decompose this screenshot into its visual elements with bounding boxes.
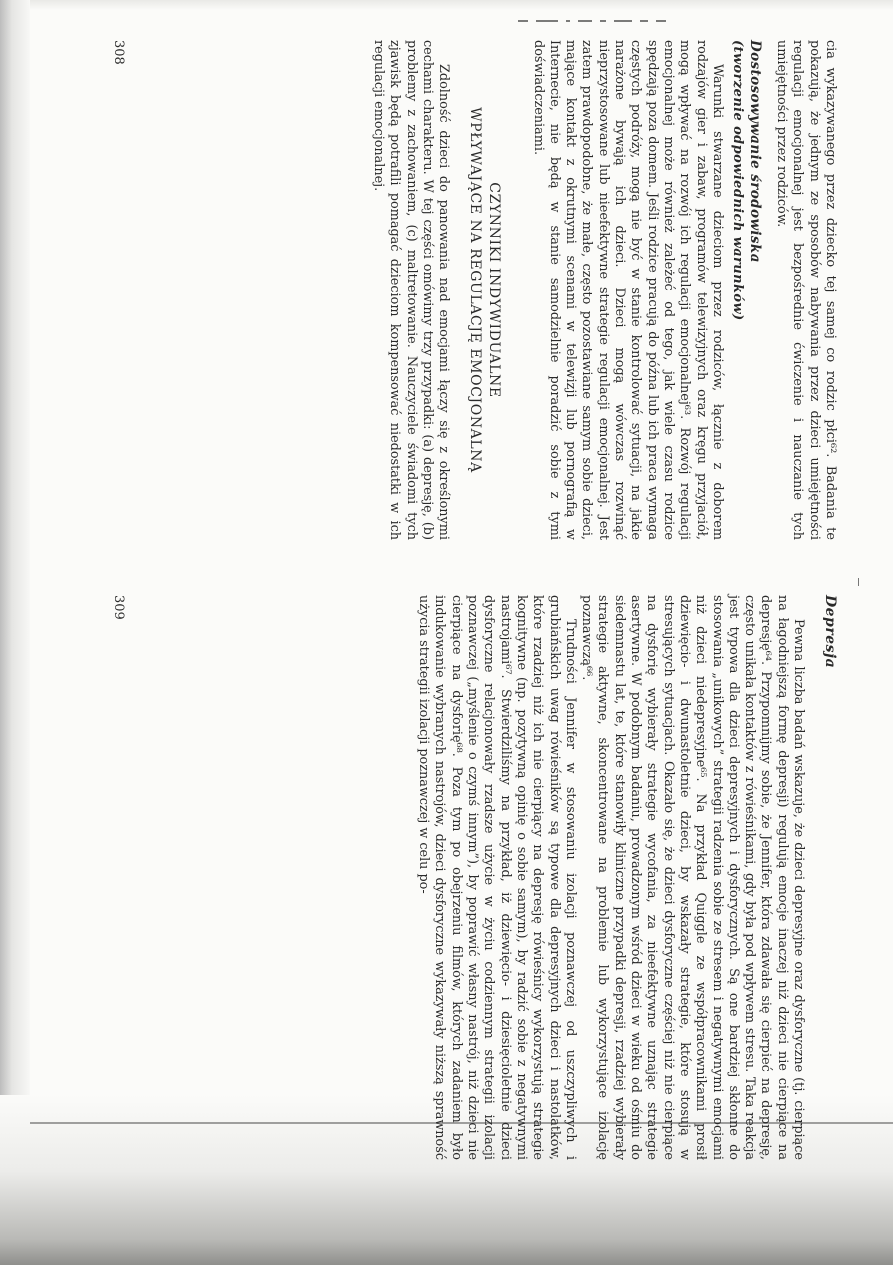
chapter-paragraph: Zdolność dzieci do panowania nad emocjami łączy się z określonymi cechami charakteru. W tej części omówimy trzy przypadki: (a) depresję, (b) problemy z zachowaniem, (c) maltretowanie. Nauczyciele świadomi tych zjawisk będą potrafili pomagać dzieciom kompensować niedostatki w ich regulacji emocjonalnej. (371, 40, 452, 540)
chapter-heading (465, 40, 503, 540)
intro-paragraph: cia wykazywanego przez dziecko tej samej co rodzic płci⁶². Badania te pokazują, że jednym ze sposobów nabywania przez dzieci umiejętności regulacji emocjonalnej jest bezpośrednie ćwiczenie i nauczanie tych umiejętności przez rodziców. (774, 40, 838, 540)
section-subheading: (tworzenie odpowiednich warunków) (729, 40, 745, 321)
right-paragraph-2: Trudności Jennifer w stosowaniu izolacji poznawczej od uszczypliwych i grubiańskich uwag rówieśników są typowe dla depresyjnych dzieci i nastolatków, które rzadziej niż ich nie cierpiący na depresję rówieśnicy wykorzystują strategie kognitywne (np. pozytywną opinię o sobie samym), by radzić sobie z negatywnymi nastrojami⁶⁷. Stwierdziliśmy na przykład, iż dziewięcio- i dziesięcioletnie dzieci dysforyczne relacjonowały rzadsze użycie w życiu codziennym strategii izolacji poznawczej („myślenie o czymś innym”), by poprawić własny nastrój, niż dzieci nie cierpiące na dysforię⁶⁸. Poza tym po obejrzeniu filmów, których zadaniem było indukowanie wybranych nastrojów, dzieci dysforyczne wykazywały niższą sprawność użycia strategii izolacji poznawczej w celu po- (416, 595, 578, 1160)
section-heading: Dostosowywanie środowiska (746, 40, 763, 263)
left-page (98, 40, 838, 540)
depression-heading: Depresja (822, 595, 838, 669)
page-number-right: 309 (111, 595, 126, 620)
chapter-heading-line-1: CZYNNIKI INDYWIDUALNE (486, 182, 503, 398)
page-number-left: 308 (111, 40, 126, 65)
right-page-text (415, 595, 806, 1160)
section-paragraph: Warunki stwarzane dzieciom przez rodziców, łącznie z doborem rodzajów gier i zabaw, programów telewizyjnych oraz kręgu przyjaciół, mogą wpływać na rozwój ich regulacji emocjonalnej⁶³. Rozwój regulacji emocjonalnej może również zależeć od tego, jak wiele czasu rodzice spędzają poza domem. Jeśli rodzice pracują do późna lub ich praca wymaga częstych podróży, mogą nie być w stanie kontrolować sytuacji, na jakie narażone bywają ich dzieci. Dzieci mogą wówczas rozwinąć nieprzystosowane lub nieefektywne strategie regulacji emocjonalnej. Jest zatem prawdopodobne, że małe, często pozostawiane samym sobie dzieci, mające kontakt z okrutnymi scenami w telewizji lub pornografią w Internecie, nie będą w stanie samodzielnie poradzić sobie z tymi doświadczeniami. (530, 40, 725, 540)
right-paragraph-1: Pewna liczba badań wskazuje, że dzieci depresyjne oraz dysforyczne (tj. cierpiące na łagodniejszą formę depresji) regulują emocje inaczej niż dzieci nie cierpiące na depresję⁶⁴. Przypomnijmy sobie, że Jennifer, która zdawała się cierpieć na depresję, często unikała kontaktów z rówieśnikami, gdy była pod wpływem stresu. Taka reakcja jest typowa dla dzieci depresyjnych i dysforycznych. Są one bardziej skłonne do stosowania „unikowych” strategii radzenia sobie ze stresem i negatywnymi emocjami niż dzieci niedepresyjne⁶⁵. Na przykład Quiggle ze współpracownikami prosił dziewięcio- i dwunastoletnie dzieci, by wskazały strategie, które stosują w stresujących sytuacjach. Okazało się, że dzieci dysforyczne częściej niż nie cierpiące na dysforię wybierały strategie wycofania, za nieefektywne uznając strategie asertywne. W podobnym badaniu, prowadzonym wśród dzieci w wieku od ośmiu do siedemnastu lat, te, które stanowiły kliniczne przypadki depresji, rzadziej wybierały strategie aktywne, skoncentrowane na problemie lub wykorzystujące izolację poznawczą⁶⁶. (579, 595, 806, 1160)
right-page (98, 595, 838, 1160)
chapter-heading-line-2: WPŁYWAJĄCE NA REGULACJĘ EMOCJONALNĄ (467, 107, 484, 473)
left-page-text (370, 40, 838, 540)
